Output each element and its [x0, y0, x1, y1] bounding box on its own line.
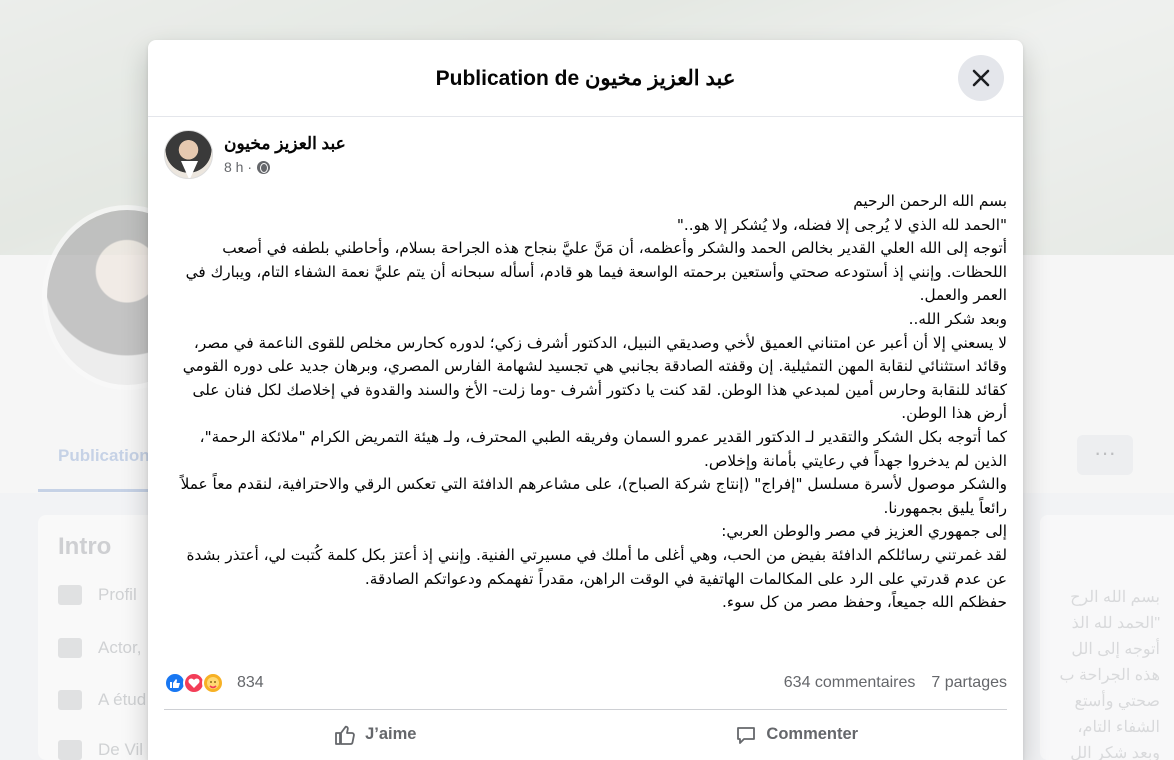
- shares-count[interactable]: 7 partages: [931, 674, 1007, 691]
- comment-button[interactable]: [586, 710, 1008, 759]
- post-paragraph: إلى جمهوري العزيز في مصر والوطن العربي:: [721, 522, 1007, 541]
- post-meta: [224, 159, 270, 175]
- author-avatar[interactable]: [164, 130, 213, 179]
- dialog-title: Publication de عبد العزيز مخيون: [435, 66, 736, 90]
- care-icon: [202, 672, 224, 694]
- post-scroll-area[interactable]: [148, 118, 1023, 760]
- like-label: J’aime: [365, 725, 417, 743]
- close-button[interactable]: [958, 55, 1004, 101]
- post-paragraph: بسم الله الرحمن الرحيم: [853, 192, 1007, 210]
- comment-label: Commenter: [766, 725, 859, 743]
- post-body: [164, 190, 1007, 615]
- post-paragraph: "الحمد لله الذي لا يُرجى إلا فضله، ولا يُشكر إلا هو..": [676, 215, 1007, 234]
- post-paragraph: كما أتوجه بكل الشكر والتقدير لـ الدكتور القدير عمرو السمان وفريقه الطبي المحترف، ولـ هيئة التمريض الكرام "ملائكة الرحمة"، الذين لم يدخروا جهداً في رعايتي بأمانة وإخلاص.: [199, 427, 1007, 470]
- post-header: [164, 130, 664, 182]
- comment-icon: [734, 723, 758, 747]
- like-button[interactable]: [164, 710, 586, 759]
- dialog-header: [148, 40, 1023, 117]
- post-paragraph: لقد غمرتني رسائلكم الدافئة بفيض من الحب، وهي أغلى ما أملك في مسيرتي الفنية. وإنني إذ أعتز بكل كلمة كُتبت لي، أعتذر بشدة عن عدم قدرتي على الرد على المكالمات الهاتفية في الوقت الراهن، مقدراً تفهمكم ودعواتكم الصادقة.: [186, 545, 1007, 588]
- action-bar: [164, 709, 1007, 759]
- comments-count[interactable]: 634 commentaires: [783, 674, 916, 691]
- post-paragraph: حفظكم الله جميعاً، وحفظ مصر من كل سوء.: [722, 593, 1007, 612]
- post-stats: [784, 674, 1007, 692]
- post-time[interactable]: 8 h ·: [224, 159, 253, 175]
- post-paragraph: وبعد شكر الله..: [908, 309, 1007, 328]
- post-paragraph: أتوجه إلى الله العلي القدير بخالص الحمد والشكر وأعظمه، أن مَنَّ عليَّ بنجاح هذه الجراحة بسلام، وأحاطني بلطفه في أصعب اللحظات. وإنني إذ أستودعه صحتي وأستعين برحمته الواسعة فيما هو قادم، أسأله سبحانه أن يتم عليَّ نعمة الشفاء التام، ويبارك في العمر والعمل.: [185, 239, 1007, 305]
- globe-icon[interactable]: [257, 161, 270, 174]
- reaction-icons[interactable]: [164, 672, 221, 694]
- post-paragraph: والشكر موصول لأسرة مسلسل "إفراج" (إنتاج شركة الصباح)، على مشاعرهم الدافئة التي تعكس الرقي والاحترافية، لنقدم معاً عملاً رائعاً يليق بجمهورنا.: [180, 475, 1007, 517]
- reactions-bar: [164, 672, 1007, 696]
- author-name[interactable]: عبد العزيز مخيون: [224, 134, 346, 153]
- close-icon: [971, 68, 991, 88]
- post-dialog: [148, 40, 1023, 760]
- thumbs-up-icon: [333, 723, 357, 747]
- post-paragraph: لا يسعني إلا أن أعبر عن امتناني العميق لأخي وصديقي النبيل، الدكتور أشرف زكي؛ لدوره كحارس مخلص للقوى الناعمة في مصر، وقائد استثنائي لنقابة المهن التمثيلية. إن وقفته الصادقة بجانبي هي تجسيد لشهامة الفارس المصري، وبرهان جديد على دوره القومي كقائد للنقابة وحارس أمين لمبدعي هذا الوطن. لقد كنت يا دكتور أشرف -وما زلت- الأخ والسند والقدوة في إخلاصك لكل فنان على أرض هذا الوطن.: [182, 333, 1007, 423]
- reaction-count[interactable]: 834: [237, 674, 264, 691]
